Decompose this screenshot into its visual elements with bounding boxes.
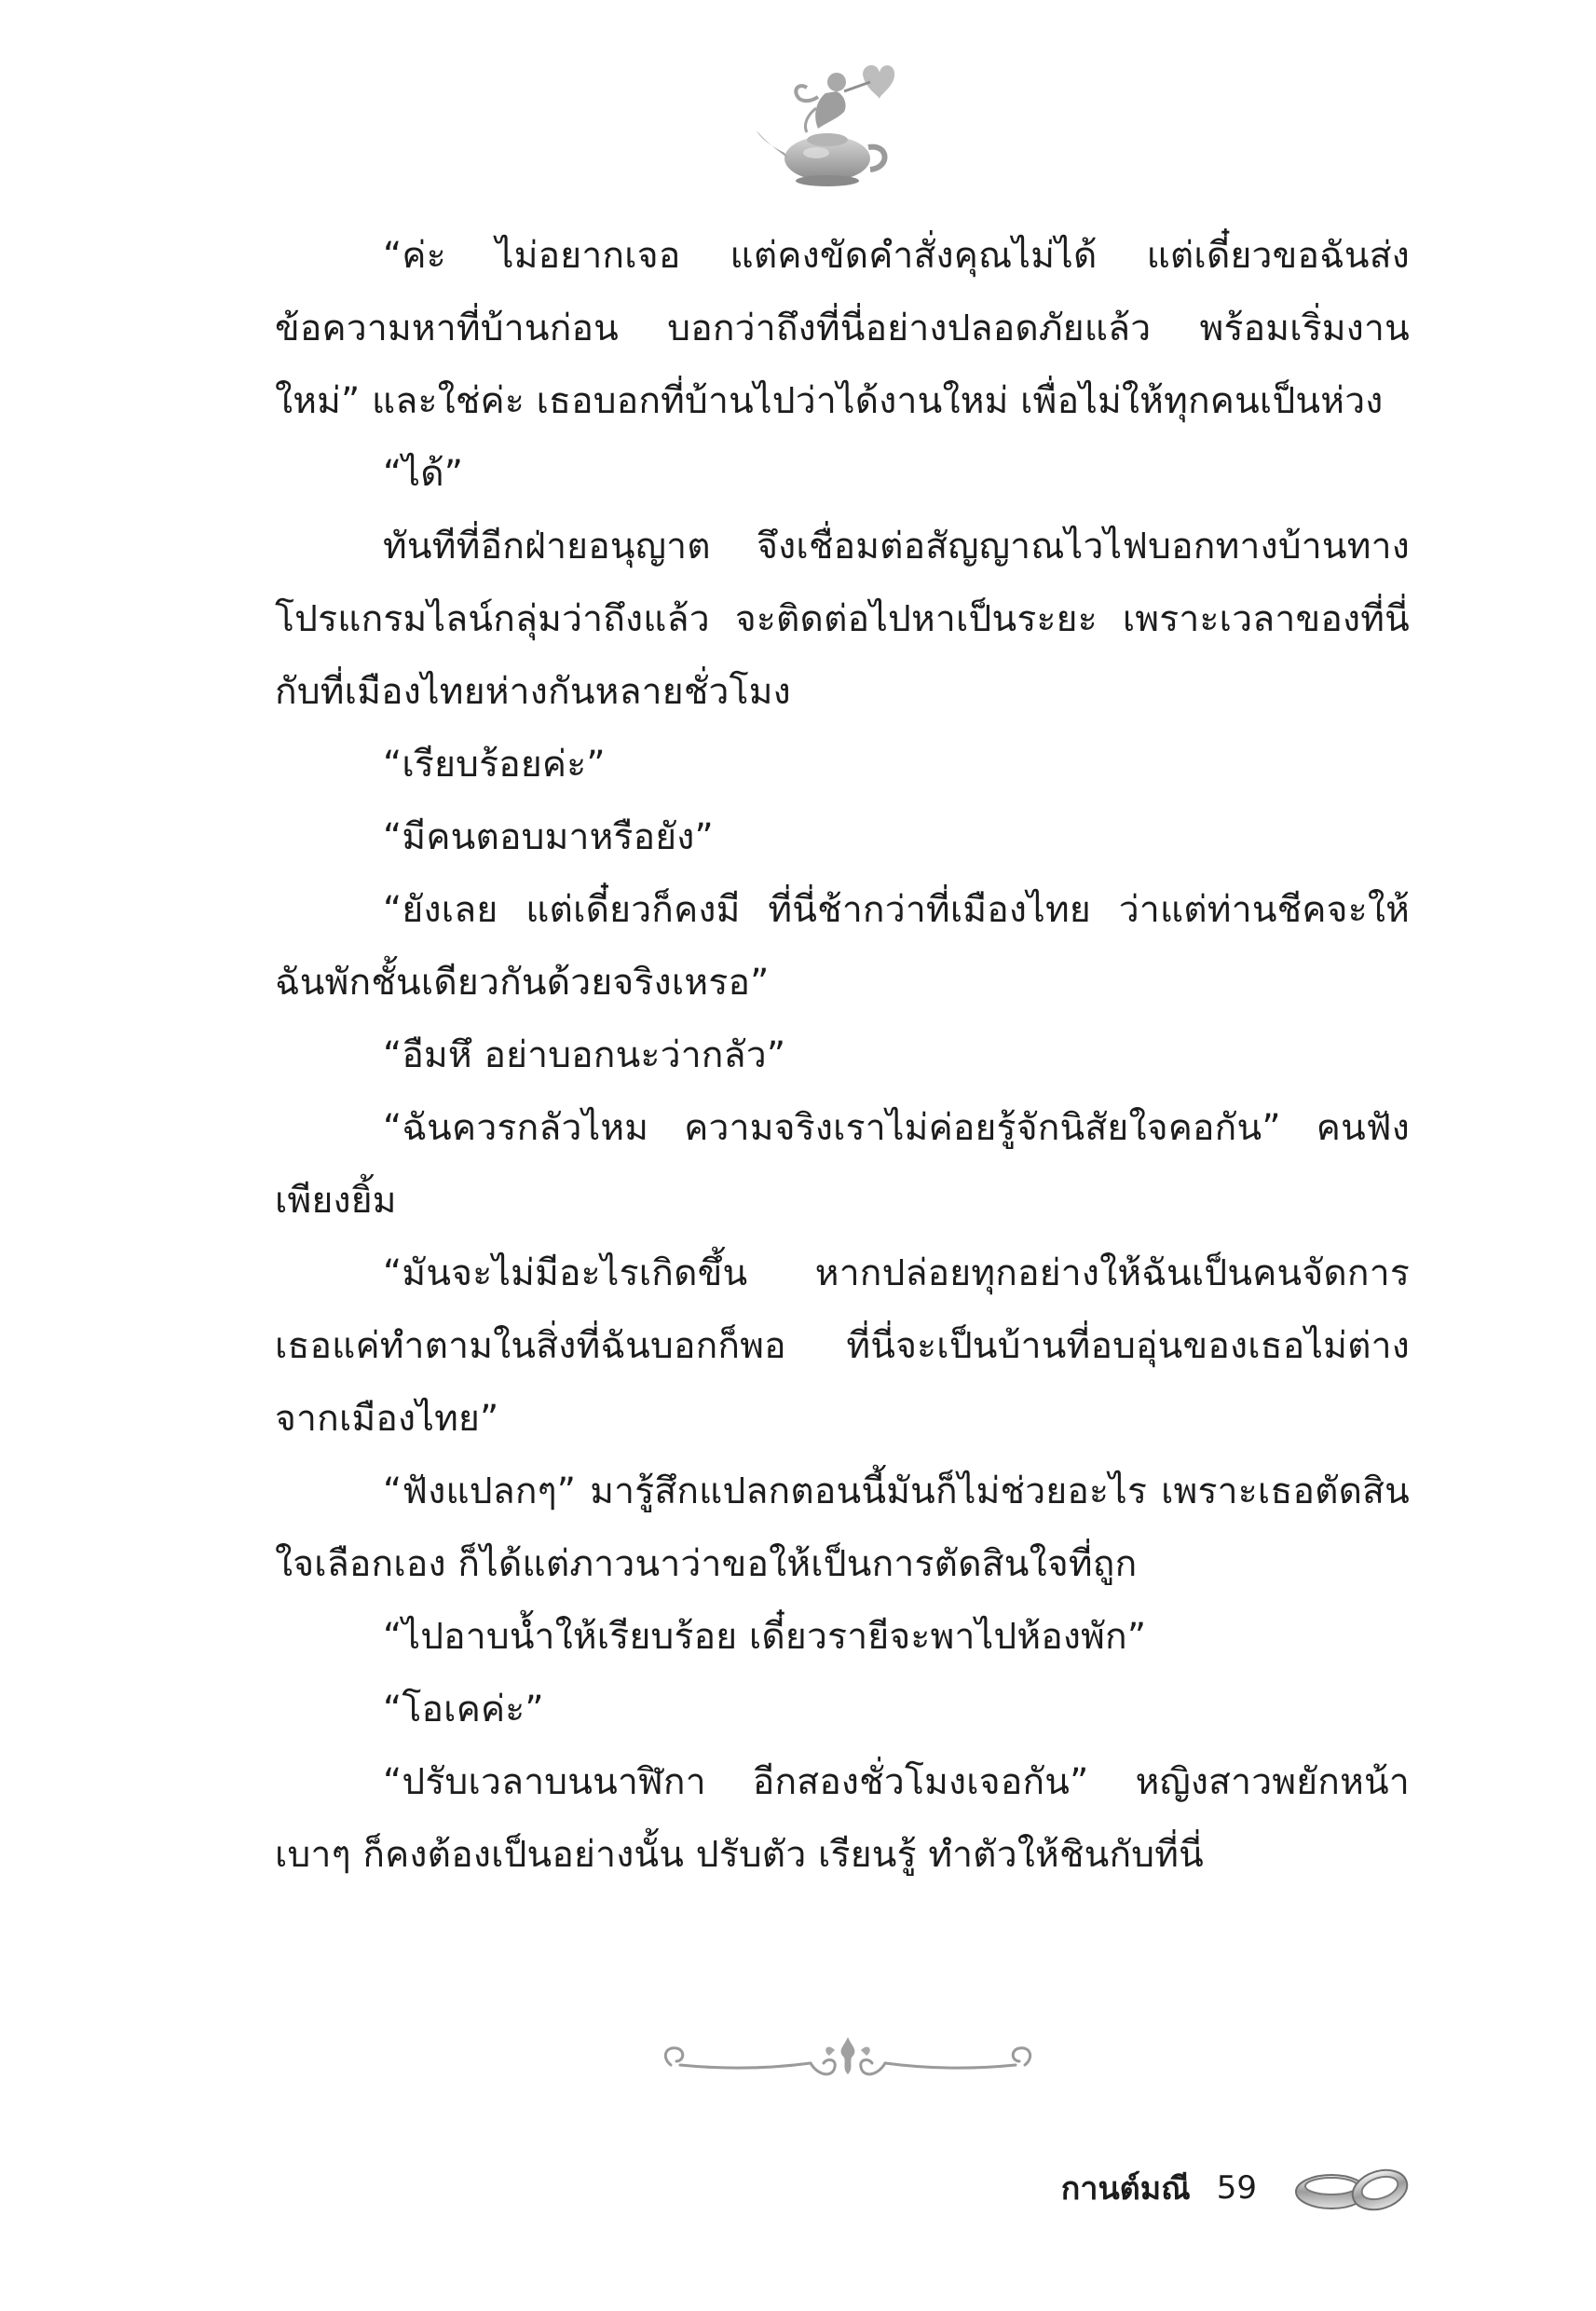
cupid-teapot-ornament-icon [751,54,900,194]
body-text [275,220,1410,1892]
page-number: 59 [1216,2169,1257,2207]
paragraph: “โอเคค่ะ” [383,1689,544,1730]
wedding-rings-icon [1289,2160,1419,2216]
paragraph: ทันทีที่อีกฝ่ายอนุญาต จึงเชื่อมต่อสัญญาณไวไฟบอกทางบ้านทางโปรแกรมไลน์กลุ่มว่าถึงแล้ว จะติดต่อไปหาเป็นระยะ เพราะเวลาของที่นี่กับที่เมืองไทยห่างกันหลายชั่วโมง [275,526,1410,713]
paragraph: “ฉันควรกลัวไหม ความจริงเราไม่ค่อยรู้จักนิสัยใจคอกัน” คนฟังเพียงยิ้ม [275,1107,1410,1222]
paragraph: “มีคนตอบมาหรือยัง” [383,816,714,858]
paragraph: “ปรับเวลาบนนาฬิกา อีกสองชั่วโมงเจอกัน” หญิงสาวพยักหน้าเบาๆ ก็คงต้องเป็นอย่างนั้น ปรับตัว เรียนรู้ ทำตัวให้ชินกับที่นี่ [275,1761,1410,1876]
flourish-divider-icon [652,2030,1044,2095]
paragraph: “ฟังแปลกๆ” มารู้สึกแปลกตอนนี้มันก็ไม่ช่วยอะไร เพราะเธอตัดสินใจเลือกเอง ก็ได้แต่ภาวนาว่าขอให้เป็นการตัดสินใจที่ถูก [275,1470,1410,1585]
paragraph: “อืมหึ อย่าบอกนะว่ากลัว” [383,1034,786,1076]
paragraph: “เรียบร้อยค่ะ” [383,744,606,786]
paragraph: “ไปอาบน้ำให้เรียบร้อย เดี๋ยวรายีจะพาไปห้องพัก” [383,1616,1147,1658]
book-title: กานต์มณี [1060,2170,1191,2208]
page-footer [1061,2160,1419,2216]
paragraph: “ค่ะ ไม่อยากเจอ แต่คงขัดคำสั่งคุณไม่ได้ แต่เดี๋ยวขอฉันส่งข้อความหาที่บ้านก่อน บอกว่าถึงที่นี่อย่างปลอดภัยแล้ว พร้อมเริ่มงานใหม่” และใช่ค่ะ เธอบอกที่บ้านไปว่าได้งานใหม่ เพื่อไม่ให้ทุกคนเป็นห่วง [275,235,1410,422]
paragraph: “มันจะไม่มีอะไรเกิดขึ้น หากปล่อยทุกอย่างให้ฉันเป็นคนจัดการเธอแค่ทำตามในสิ่งที่ฉันบอกก็พอ ที่นี่จะเป็นบ้านที่อบอุ่นของเธอไม่ต่างจากเมืองไทย” [275,1252,1410,1440]
paragraph: “ได้” [383,453,464,495]
paragraph: “ยังเลย แต่เดี๋ยวก็คงมี ที่นี่ช้ากว่าที่เมืองไทย ว่าแต่ท่านชีคจะให้ฉันพักชั้นเดียวกันด้วยจริงเหรอ” [275,889,1410,1004]
